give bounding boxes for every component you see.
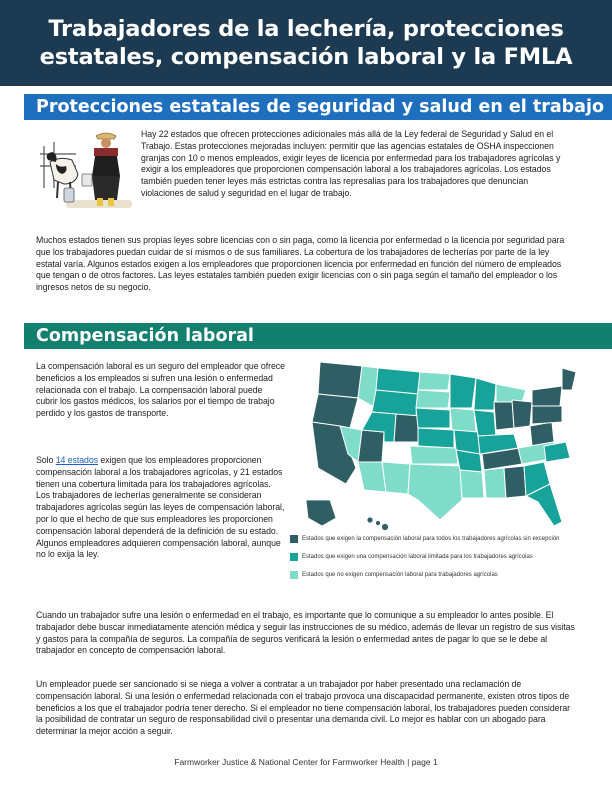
- legend-item: Estados que no exigen compensación laboral para trabajadores agrícolas: [290, 570, 590, 580]
- 14-states-link[interactable]: 14 estados: [55, 455, 99, 465]
- safety-paragraph-1: Hay 22 estados que ofrecen protecciones adicionales más allá de la Ley federal de Seguridad y Salud en el Trabajo. Estas protecciones mejoradas incluyen: permitir que las agencias estatales de OSHA inspeccionen granjas con 10 o menos empleados, exigir leyes de licencia por enfermedad para los trabajadores agrícolas y exigir a los empleadores que proporcionen compensación laboral a los trabajadores agrícolas. Los estados también pueden tener leyes más estrictas contra las represalias para los trabajadores que denuncian violaciones de salud y seguridad en el lugar de trabajo.: [141, 129, 561, 198]
- workers-comp-paragraph-3: Cuando un trabajador sufre una lesión o enfermedad en el trabajo, es importante que lo comunique a su empleador lo antes posible. El trabajador debe buscar inmediatamente atención médica y seguir las instrucciones de su médico, además de llevar un registro de sus visitas y gastos para la compañía de seguros. La compañía de seguros verificará la lesión o enfermedad antes de pagar lo que se le debe al trabajador en concepto de compensación laboral.: [36, 610, 575, 656]
- dairy-worker-illustration: [36, 126, 134, 216]
- legend-swatch: [290, 571, 298, 579]
- legend-item: Estados que exigen una compensación laboral limitada para los trabajadores agrícolas: [290, 552, 590, 562]
- legend-swatch: [290, 535, 298, 543]
- page-footer: Farmworker Justice & National Center for Farmworker Health | page 1: [174, 757, 438, 767]
- section-heading-safety: Protecciones estatales de seguridad y salud en el trabajo: [24, 94, 612, 120]
- section-heading-workers-comp: Compensación laboral: [24, 323, 612, 349]
- page-title: Trabajadores de la lechería, protecciones estatales, compensación laboral y la FMLA: [39, 16, 573, 70]
- legend-swatch: [290, 553, 298, 561]
- workers-comp-paragraph-1: La compensación laboral es un seguro del empleador que ofrece beneficios a los empleados si sufren una lesión o enfermedad relacionada con el trabajo. La compensación laboral puede cubrir los gastos médicos, los salarios por el tiempo de trabajo perdido y los gastos de transporte.: [36, 361, 285, 419]
- legend-item: Estados que exigen la compensación laboral para todos los trabajadores agrícolas sin excepción: [290, 534, 590, 544]
- workers-comp-paragraph-4: Un empleador puede ser sancionado si se niega a volver a contratar a un trabajador por haber presentado una reclamación de compensación laboral. Si una lesión o enfermedad relacionada con el trabajo provoca una discapacidad permanente, existen otros tipos de beneficios a los que el trabajador podría tener derecho. Si el empleador no tiene compensación laboral, los trabajadores pueden considerar la posibilidad de contratar un seguro de responsabilidad civil o presentar una demanda civil. Lo mejor es hablar con un abogado para determinar la mejor acción a seguir.: [36, 679, 570, 737]
- us-workers-comp-map: [300, 350, 580, 532]
- map-legend: [290, 534, 590, 588]
- workers-comp-paragraph-2: Solo 14 estados exigen que los empleadores proporcionen compensación laboral a los trabajadores agrícolas, y 21 estados tienen una cobertura limitada para los trabajadores agrícolas. Los trabajadores de lecherías generalmente se consideran trabajadores agrícolas según las leyes de compensación laboral, por lo que el hecho de que sus empleadores les proporcionen compensación laboral dependerá de la definición de su estado. Algunos empleadores adquieren compensación laboral, aunque no lo exija la ley.: [36, 455, 285, 560]
- safety-paragraph-2: Muchos estados tienen sus propias leyes sobre licencias con o sin paga, como la licencia por enfermedad o la licencia por seguridad para que los trabajadores puedan cuidar de sí mismos o de sus familiares. La cobertura de los trabajadores de lecherías por parte de la ley estatal varía. Algunos estados exigen a los empleadores que proporcionen licencia por enfermedad en función del número de empleados que tengan o de otros factores. Las leyes estatales también pueden exigir licencias con o sin paga según el tamaño del empleador o los ingresos netos de su negocio.: [36, 235, 565, 293]
- page-header: [0, 0, 612, 86]
